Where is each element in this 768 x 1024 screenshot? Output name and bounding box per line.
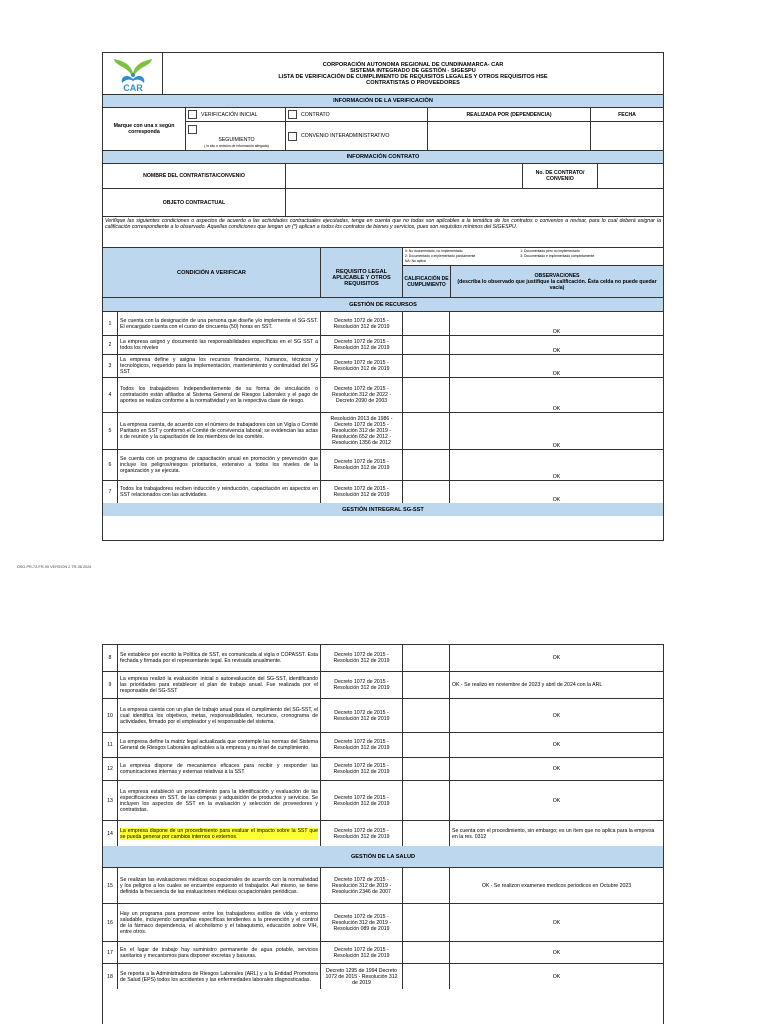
- condition-text: [118, 355, 321, 377]
- observation-cell[interactable]: OK: [552, 474, 561, 480]
- contractor-name-field[interactable]: [286, 164, 523, 188]
- observation-cell[interactable]: OK - Se realizo en noviembre de 2023 y abril de 2024 con la ARL: [452, 682, 603, 688]
- col-rating: CALIFICACIÓN DE CUMPLIMIENTO: [403, 266, 451, 297]
- legal-requirement: Decreto 1072 de 2015 - Resolución 312 de 2019: [321, 781, 403, 820]
- condition-text-value: La empresa dispone de mecanismos eficaces para recibir y responder las comunicaciones internas y externas relativas a la SST: [120, 763, 318, 775]
- section-title: GESTIÓN INTREGRAL SG-SST: [342, 506, 424, 513]
- table-row: [103, 645, 663, 672]
- legend-0: 0: No documentado, no implementado: [405, 249, 463, 253]
- condition-text-value: Se realizan las evaluaciones médicas ocupacionales de acuerdo con la normatividad y los peligros a los cuales se encuentre expuesto el trabajador. Así mismo, se tiene definida la frecuencia de las evaluaciones médicas ocupacionales periódicas.: [120, 876, 318, 895]
- table-row: [103, 758, 663, 781]
- table-row: [103, 733, 663, 758]
- option-initial[interactable]: [186, 108, 285, 122]
- items-page-1: [103, 312, 663, 503]
- items-page-2: [103, 645, 663, 846]
- observation-cell[interactable]: OK: [552, 371, 561, 377]
- item-number: 5: [103, 413, 118, 449]
- condition-text-value: Todos los trabajadores Independientemente de su forma de vinculación o contratación están afiliados al Sistema General de Riesgos Laborales y el pago de aportes se realiza conforme a la normatividad y en la respectiva clase de riesgo.: [120, 386, 318, 404]
- section-resources: [103, 298, 663, 312]
- initial-checkbox[interactable]: [188, 110, 197, 119]
- performed-by-field[interactable]: [428, 122, 590, 150]
- condition-text-value: La empresa cuenta, de acuerdo con el número de trabajadores con un Vigía o Comité Paritario en SST y conformó el Comité de convivencia laboral; se evidencian las actas s de reunión y la capacitación de los miembros de los comités.: [120, 422, 318, 440]
- instructions-text: Verifique las siguientes condiciones o aspectos de acuerdo a las actividades contractuales ejecutadas, tenga en cuenta que no todas son aplicables a la temática de los contratos o convenios a revisar, para lo cual deberá asignar la calificación correspondiente a lo observado. Aquellas condiciones que tengan un (*) aplican a todos los contratos de bienes y servicios, pues son requisitos mínimos del SIGESPU.: [105, 218, 661, 231]
- rating-cell[interactable]: [403, 450, 450, 480]
- option-followup[interactable]: [186, 122, 285, 150]
- observation-cell[interactable]: OK: [552, 329, 561, 335]
- table-row: [103, 868, 663, 904]
- section-title: GESTIÓN DE LA SALUD: [350, 853, 416, 860]
- rating-cell[interactable]: [403, 481, 450, 503]
- rating-cell[interactable]: [403, 378, 450, 412]
- condition-text-value: La empresa estableció un procedimiento para la identificación y evaluación de las especificaciones en SST, de las compras y adquisición de productos y servicios. Se incluyen los aspectos de SST en la evaluación y selección de proveedores y contratistas.: [120, 788, 318, 813]
- contract-section-header: [103, 151, 663, 164]
- contract-number-field[interactable]: [598, 164, 663, 188]
- checklist-page-2: [102, 644, 664, 1024]
- table-row: [103, 481, 663, 503]
- section-title: INFORMACIÓN CONTRATO: [346, 154, 420, 160]
- contractor-name-label: NOMBRE DEL CONTRATISTA/CONVENIO: [103, 164, 286, 188]
- legal-requirement: Decreto 1072 de 2015 - Resolución 312 de 2019: [321, 733, 403, 757]
- table-row: [103, 336, 663, 355]
- legal-requirement: Decreto 1072 de 2015 - Resolución 312 de 2019: [321, 481, 403, 503]
- rating-cell[interactable]: [403, 733, 450, 757]
- condition-text: [118, 821, 321, 846]
- section-title: INFORMACIÓN DE LA VERIFICACIÓN: [333, 98, 433, 104]
- header-titles: [163, 53, 663, 94]
- legal-requirement: Decreto 1072 de 2015 - Resolución 312 de 2019: [321, 312, 403, 335]
- observation-cell[interactable]: OK: [552, 766, 561, 772]
- condition-text-value: Se establece por escrito la Política de SST, es comunicada al vigía o COPASST. Esta fechada y firmada por el representante legal. Es revisada anualmente.: [120, 652, 318, 664]
- observation-cell[interactable]: OK: [552, 949, 561, 956]
- observation-cell[interactable]: Se cuenta con el procedimiento, sin embargo; es un ítem que no aplica para la empresa en la res. 0312: [452, 827, 655, 840]
- condition-text: [118, 904, 321, 941]
- table-row: [103, 781, 663, 821]
- table-row: [103, 378, 663, 413]
- condition-text: [118, 758, 321, 780]
- agreement-checkbox[interactable]: [288, 132, 297, 141]
- object-row: [103, 189, 663, 217]
- option-followup-note: ( in situ o revisión de información allegada): [204, 144, 269, 148]
- rating-cell[interactable]: [403, 413, 450, 449]
- condition-text-value: Se cuenta con la designación de una persona que diseñe y/o implemente el SG-SST. El encargado cuenta con el curso de cincuenta (50) horas en SST.: [120, 317, 318, 330]
- option-contract[interactable]: [286, 108, 427, 122]
- item-number: 14: [103, 821, 118, 846]
- org-name: CORPORACIÓN AUTONOMA REGIONAL DE CUNDINAMARCA- CAR: [322, 61, 504, 68]
- condition-text: [118, 964, 321, 989]
- section-integral: [103, 503, 663, 516]
- list-title: LISTA DE VERIFICACIÓN DE CUMPLIMIENTO DE REQUISITOS LEGALES Y OTROS REQUISITOS HSE: [278, 73, 548, 80]
- legal-requirement: Resolución 2013 de 1986 - Decreto 1072 de 2015 - Resolución 312 de 2019 - Resolución 652 de 2012 - Resolución 1356 de 2012: [321, 413, 403, 449]
- legal-requirement: Decreto 1072 de 2015 - Resolución 312 de 2019 - Resolución 089 de 2019: [321, 904, 403, 941]
- legend-na: NA: No aplica: [405, 259, 426, 263]
- rating-cell[interactable]: [403, 781, 450, 820]
- legal-requirement: Decreto 1072 de 2015 - Resolución 312 de 2019 - Resolución 2346 de 2007: [321, 868, 403, 903]
- item-number: 9: [103, 672, 118, 698]
- condition-text-value: La empresa dispone de un procedimiento para evaluar el impacto sobre la SST que se pueda generar por cambios internos o externos.: [120, 827, 318, 840]
- observation-cell[interactable]: OK: [552, 348, 561, 354]
- observation-cell[interactable]: OK: [552, 712, 561, 719]
- condition-text-value: La empresa asignó y documentó las responsabilidades específicas en el SG SST a todos los niveles: [120, 339, 318, 351]
- observation-cell[interactable]: OK: [552, 497, 561, 503]
- rating-cell[interactable]: [403, 942, 450, 963]
- legal-requirement: Decreto 1072 de 2015 - Resolución 312 de 2019: [321, 336, 403, 354]
- condition-text: [118, 781, 321, 820]
- col-legal-wrap: [321, 248, 403, 297]
- table-row: [103, 964, 663, 989]
- table-row: [103, 672, 663, 699]
- footer-code: DSG-PR-72-FR-90 VERSION 2 TR-06 2024: [17, 565, 92, 569]
- observation-cell[interactable]: OK - Se realizon examenes medicos periodicos en Octubre 2023: [481, 882, 632, 889]
- table-row: [103, 821, 663, 846]
- item-number: 2: [103, 336, 118, 354]
- date-header: FECHA: [591, 108, 663, 122]
- instructions-row: [103, 217, 663, 248]
- checklist-page-1: [102, 52, 664, 541]
- col-condition: CONDICIÓN A VERIFICAR: [103, 248, 321, 297]
- condition-text: [118, 699, 321, 732]
- table-row: [103, 699, 663, 733]
- item-number: 8: [103, 645, 118, 671]
- condition-text-value: La empresa define y asigna los recursos financieros, humanos, técnicos y tecnológicos, requerido para la implementación, mantenimiento y continuidad del SG SST: [120, 357, 318, 375]
- items-health: [103, 868, 663, 989]
- table-row: [103, 413, 663, 450]
- rating-cell[interactable]: [403, 699, 450, 732]
- item-number: 12: [103, 758, 118, 780]
- col-observations: [451, 266, 663, 297]
- legal-requirement: Decreto 1072 de 2015 - Resolución 312 de 2019: [321, 450, 403, 480]
- rating-cell[interactable]: [403, 758, 450, 780]
- car-logo-icon: [108, 55, 158, 93]
- column-headers: [103, 248, 663, 298]
- condition-text-value: Todos los trabajadores reciben inducción y reinducción, capacitación en aspectos en SST relacionados con las actividades.: [120, 486, 318, 498]
- rating-legend: [403, 248, 663, 266]
- verification-section-header: [103, 95, 663, 108]
- legal-requirement: Decreto 1072 de 2015 - Resolución 312 de 2019: [321, 672, 403, 698]
- item-number: 6: [103, 450, 118, 480]
- option-contract-label: CONTRATO: [301, 111, 330, 118]
- condition-text-value: La empresa realizó la evaluación inicial o autoevaluación del SG-SST, identificando las prioridades para establecer el plan de trabajo anual. Fue realizada por el responsable del SG-SST: [120, 676, 318, 694]
- svg-text:CAR: CAR: [122, 82, 143, 93]
- condition-text-value: La empresa cuenta con un plan de trabajo anual para el cumplimiento del SG-SST, el cual identifica los objetivos, metas, responsabilidades, recursos, cronograma de actividades, firmado por el empleador y el responsable del sistema.: [120, 706, 318, 725]
- date-field[interactable]: [591, 122, 663, 150]
- item-number: 3: [103, 355, 118, 377]
- rating-cell[interactable]: [403, 355, 450, 377]
- condition-text: [118, 868, 321, 903]
- list-subtitle: CONTRATISTAS O PROVEEDORES: [366, 79, 460, 86]
- item-number: 18: [103, 964, 118, 989]
- rating-cell[interactable]: [403, 821, 450, 846]
- table-row: [103, 312, 663, 336]
- condition-text: [118, 942, 321, 963]
- system-name: SISTEMA INTEGRADO DE GESTIÓN - SIGESPU: [350, 67, 476, 74]
- legal-requirement: Decreto 1072 de 2015 - Resolución 312 de 2022 - Decreto 2090 de 2003: [321, 378, 403, 412]
- table-row: [103, 942, 663, 964]
- item-number: 4: [103, 378, 118, 412]
- rating-cell[interactable]: [403, 672, 450, 698]
- section-title: GESTIÓN DE RECURSOS: [349, 301, 417, 308]
- option-agreement-label: CONVENIO INTERADMINISTRATIVO: [301, 133, 390, 139]
- condition-text: [118, 672, 321, 698]
- table-row: [103, 904, 663, 942]
- legend-2: 2: Documentado o implementado parcialmente: [405, 254, 476, 258]
- item-number: 11: [103, 733, 118, 757]
- observation-cell[interactable]: OK: [552, 797, 561, 804]
- verification-options: [103, 108, 663, 151]
- condition-text: [118, 481, 321, 503]
- condition-text-value: Se reporta a la Administradora de Riesgos Laborales (ARL) y a la Entidad Promotora de Salud (EPS) todos los accidentes y las enfermedades laborales diagnosticadas.: [120, 970, 318, 983]
- condition-text-value: En el lugar de trabajo hay suministro permanente de agua potable, servicios sanitarios y mecanismos para disponer excretas y basuras.: [120, 946, 318, 959]
- legal-requirement: Decreto 1072 de 2015 - Resolución 312 de 2019: [321, 699, 403, 732]
- item-number: 13: [103, 781, 118, 820]
- rating-cell[interactable]: [403, 312, 450, 335]
- item-number: 7: [103, 481, 118, 503]
- item-number: 17: [103, 942, 118, 963]
- legal-requirement: Decreto 1072 de 2015 - Resolución 312 de 2019: [321, 355, 403, 377]
- legal-requirement: Decreto 1295 de 1994 Decreto 1072 de 2015 - Resolución 312 de 2019: [321, 964, 403, 989]
- object-label: OBJETO CONTRACTUAL: [103, 189, 286, 216]
- condition-text-value: Hay un programa para promover entre los trabajadores estilos de vida y entorno saludable, incluyendo campañas específicas tendientes a la prevención y el control de la fármaco dependencia, el alcoholismo y el tabaquismo, educación sobre VIH, entre otros.: [120, 910, 318, 935]
- item-number: 15: [103, 868, 118, 903]
- condition-text: [118, 645, 321, 671]
- rating-cell[interactable]: [403, 336, 450, 354]
- item-number: 16: [103, 904, 118, 941]
- observation-cell[interactable]: OK: [552, 406, 561, 412]
- table-row: [103, 355, 663, 378]
- condition-text: [118, 336, 321, 354]
- contract-checkbox[interactable]: [288, 110, 297, 119]
- followup-checkbox[interactable]: [188, 125, 197, 134]
- item-number: 10: [103, 699, 118, 732]
- observation-cell[interactable]: OK: [552, 655, 561, 661]
- rating-cell[interactable]: [403, 904, 450, 941]
- legal-requirement: Decreto 1072 de 2015 - Resolución 312 de 2019: [321, 645, 403, 671]
- section-health: [103, 846, 663, 868]
- col-observations-title: OBSERVACIONES: [534, 272, 580, 279]
- document-header: [103, 53, 663, 95]
- observation-cell[interactable]: OK: [552, 973, 561, 980]
- condition-text: [118, 378, 321, 412]
- table-row: [103, 450, 663, 481]
- rating-cell[interactable]: [403, 964, 450, 989]
- condition-text-value: Se cuenta con un programa de capacitación anual en promoción y prevención que incluye los peligros/riesgos prioritarios, extensivo a todos los niveles de la organización y se ejecuta.: [120, 456, 318, 474]
- mark-label: Marque con una x según corresponda: [103, 108, 186, 150]
- option-agreement[interactable]: [286, 122, 427, 150]
- condition-text: [118, 733, 321, 757]
- option-initial-label: VERIFICACIÓN INICIAL: [201, 111, 258, 118]
- item-number: 1: [103, 312, 118, 335]
- contract-number-label: No. DE CONTRATO/ CONVENIO: [523, 164, 598, 188]
- col-legal: REQUISITO LEGAL APLICABLE Y OTROS REQUISITOS: [332, 269, 391, 287]
- observation-cell[interactable]: OK: [552, 443, 561, 449]
- col-observations-note: (describa lo observado que justifique la calificación. Ésta celda no puede quedar vacía): [457, 278, 657, 291]
- observation-cell[interactable]: OK: [552, 919, 561, 926]
- rating-cell[interactable]: [403, 868, 450, 903]
- contractor-row: [103, 164, 663, 189]
- legal-requirement: Decreto 1072 de 2015 - Resolución 312 de 2019: [321, 821, 403, 846]
- condition-text: [118, 312, 321, 335]
- car-logo: [103, 53, 163, 94]
- rating-cell[interactable]: [403, 645, 450, 671]
- condition-text: [118, 450, 321, 480]
- condition-text-value: La empresa define la matriz legal actualizada que contemple las normas del Sistema General de Riesgos Laborales aplicables a la empresa y su nivel de cumplimiento.: [120, 739, 318, 751]
- performed-by-header: REALIZADA POR (DEPENDENCIA): [428, 108, 590, 122]
- condition-text: [118, 413, 321, 449]
- legal-requirement: Decreto 1072 de 2015 - Resolución 312 de 2019: [321, 758, 403, 780]
- option-followup-label: SEGUIMIENTO: [218, 137, 255, 143]
- object-field[interactable]: [286, 189, 663, 216]
- observation-cell[interactable]: OK: [552, 742, 561, 748]
- legal-requirement: Decreto 1072 de 2015 - Resolución 312 de 2019: [321, 942, 403, 963]
- legend-3: 3: Documentado e implementado completamente: [520, 254, 595, 258]
- legend-1: 1: Documentado pero no implementado: [520, 249, 580, 253]
